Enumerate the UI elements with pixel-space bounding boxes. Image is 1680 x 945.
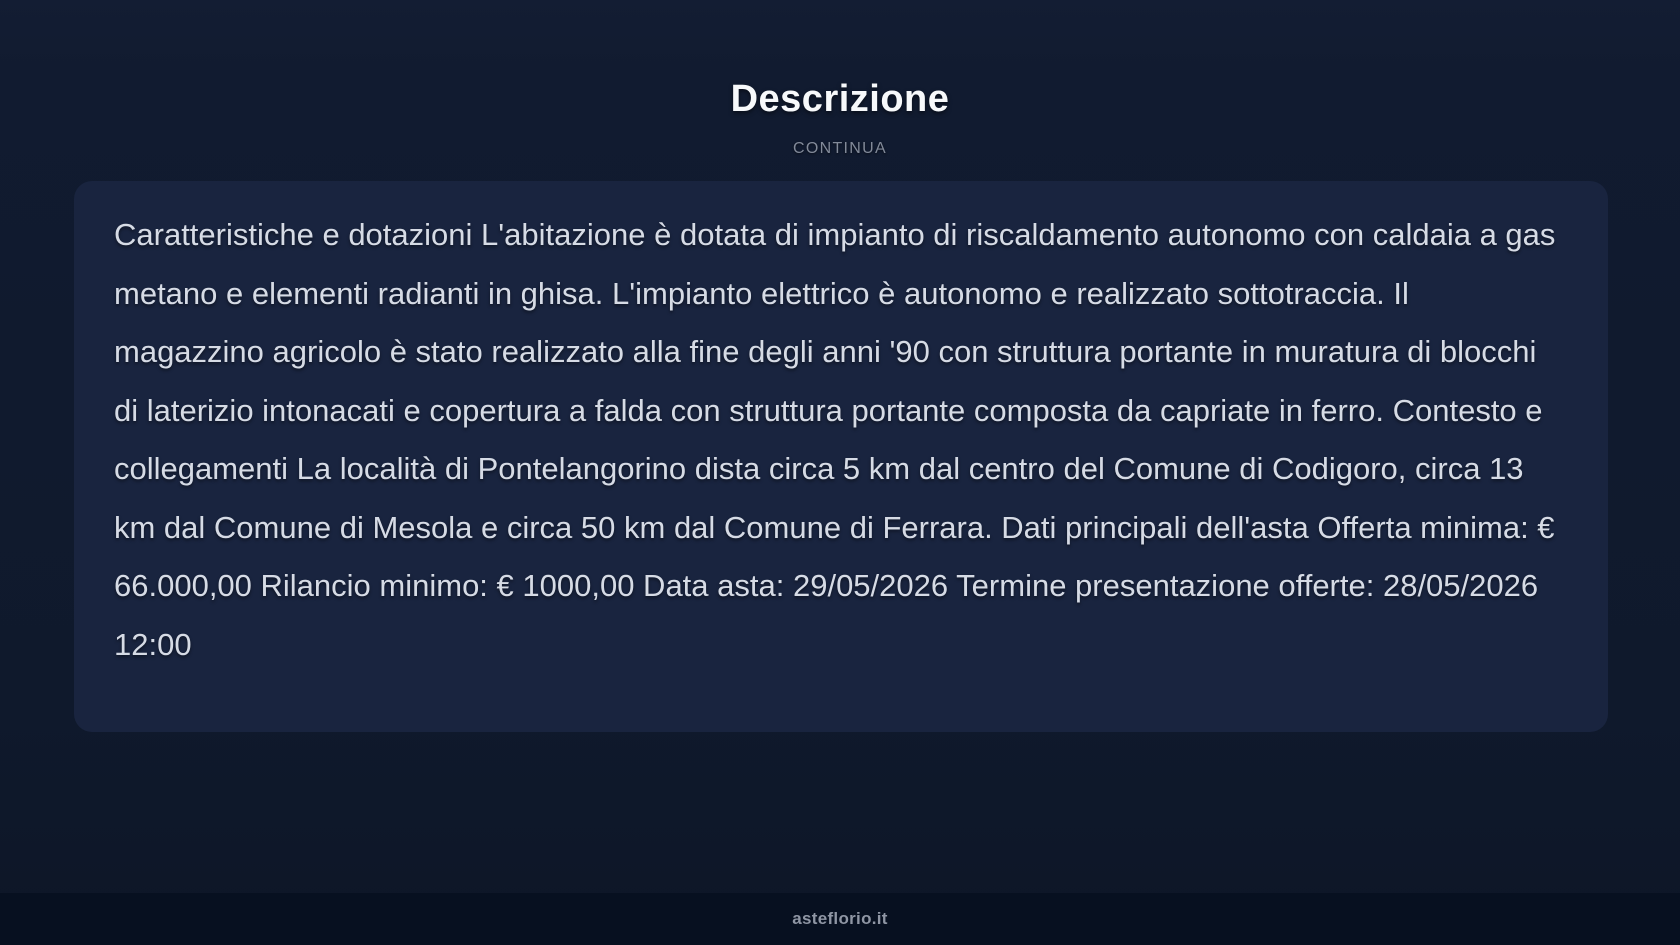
page-title: Descrizione [730,78,950,120]
description-card [74,181,1608,732]
description-text: Caratteristiche e dotazioni L'abitazione è dotata di impianto di riscaldamento autonomo con caldaia a gas metano e elementi radianti in ghisa. L'impianto elettrico è autonomo e realizzato sottotraccia. Il magazzino agricolo è stato realizzato alla fine degli anni '90 con struttura portante in muratura di blocchi di laterizio intonacati e copertura a falda con struttura portante composta da capriate in ferro. Contesto e collegamenti La località di Pontelangorino dista circa 5 km dal centro del Comune di Codigoro, circa 13 km dal Comune di Mesola e circa 50 km dal Comune di Ferrara. Dati principali dell'asta Offerta minima: € 66.000,00 Rilancio minimo: € 1000,00 Data asta: 29/05/2026 Termine presentazione offerte: 28/05/2026 12:00 [114,217,1556,662]
continua-link[interactable]: CONTINUA [793,140,887,157]
site-watermark: asteflorio.it [792,909,888,928]
page-header [0,0,1680,159]
footer-bar [0,893,1680,945]
